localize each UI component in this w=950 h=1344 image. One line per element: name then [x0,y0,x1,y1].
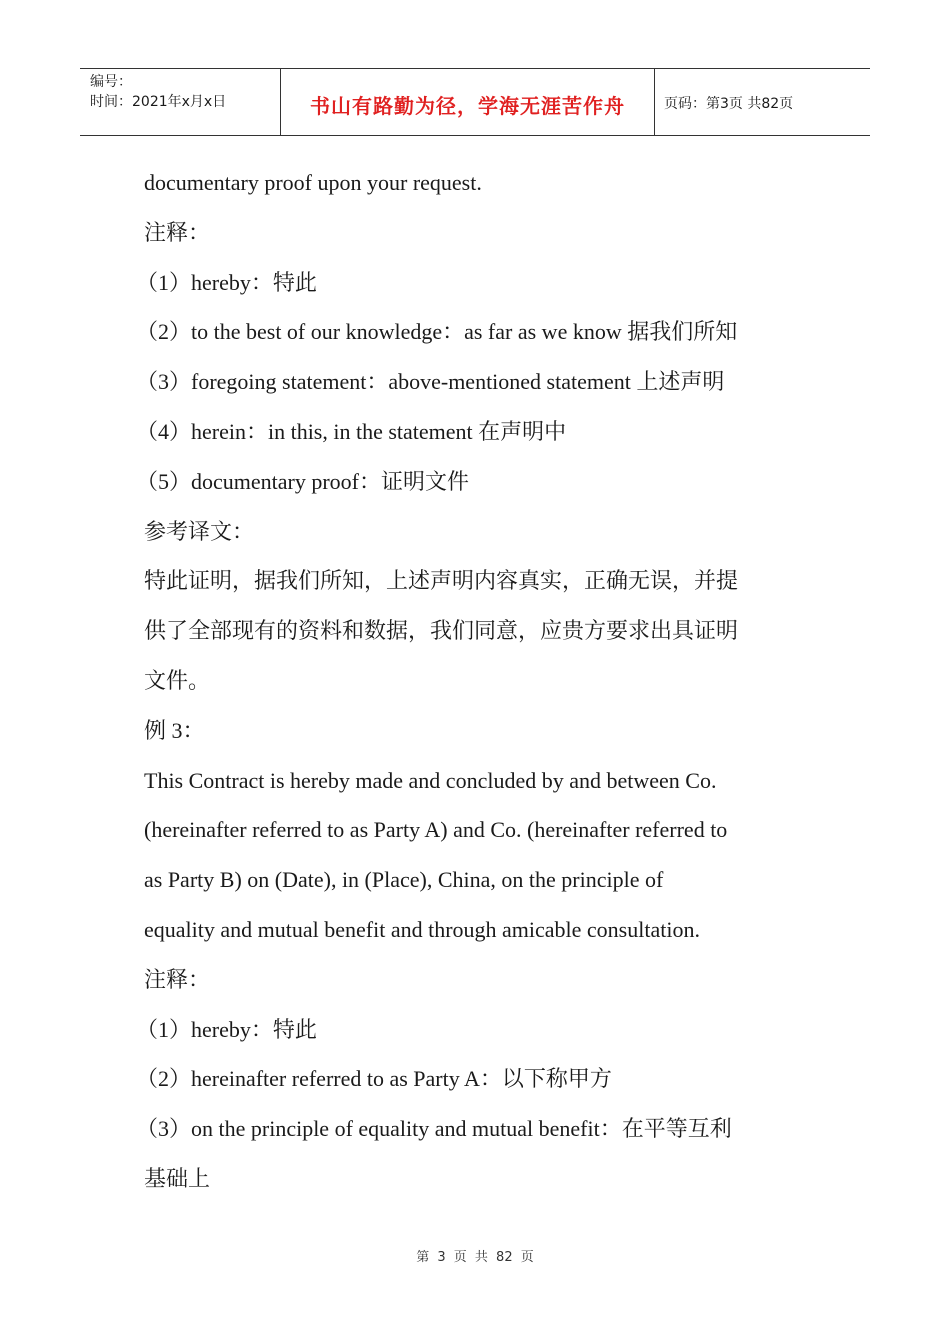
header-number-label: 编号： [90,74,132,90]
note-item: （1）hereby：特此 [136,1016,317,1042]
notes-heading: 注释： [144,219,211,245]
translation-line: 特此证明，据我们所知，上述声明内容真实，正确无误，并提 [144,568,739,594]
translation-line: 文件。 [144,667,211,693]
header-meta [80,69,281,135]
note-item: （2）to the best of our knowledge：as far as we know 据我们所知 [136,319,738,345]
example-heading: 例 3： [144,717,205,743]
example-line: (hereinafter referred to as Party A) and Co. (hereinafter referred to [144,817,728,843]
body-line: documentary proof upon your request. [144,170,482,195]
page-footer: 第 3 页 共 82 页 [416,1250,534,1265]
note-item: （1）hereby：特此 [136,269,317,295]
notes-heading: 注释： [144,966,211,992]
example-line: as Party B) on (Date), in (Place), China, on the principle of [144,867,664,893]
note-continuation: 基础上 [144,1165,211,1191]
note-item: （5）documentary proof：证明文件 [136,468,469,494]
translation-heading: 参考译文： [144,518,255,544]
note-item: （3）on the principle of equality and mutual benefit：在平等互利 [136,1116,732,1142]
example-line: This Contract is hereby made and concluded by and between Co. [144,767,717,793]
page-header [80,68,870,136]
header-page-info: 页码：第3页 共82页 [664,96,794,112]
document-body [136,158,824,1204]
note-item: （2）hereinafter referred to as Party A：以下称甲方 [136,1066,612,1092]
example-line: equality and mutual benefit and through amicable consultation. [144,916,700,942]
header-motto: 书山有路勤为径，学海无涯苦作舟 [281,69,655,135]
header-time-label: 时间：2021年x月x日 [90,94,227,110]
note-item: （4）herein：in this, in the statement 在声明中 [136,418,567,444]
note-item: （3）foregoing statement：above-mentioned statement 上述声明 [136,369,725,395]
translation-line: 供了全部现有的资料和数据，我们同意，应贵方要求出具证明 [144,618,739,644]
